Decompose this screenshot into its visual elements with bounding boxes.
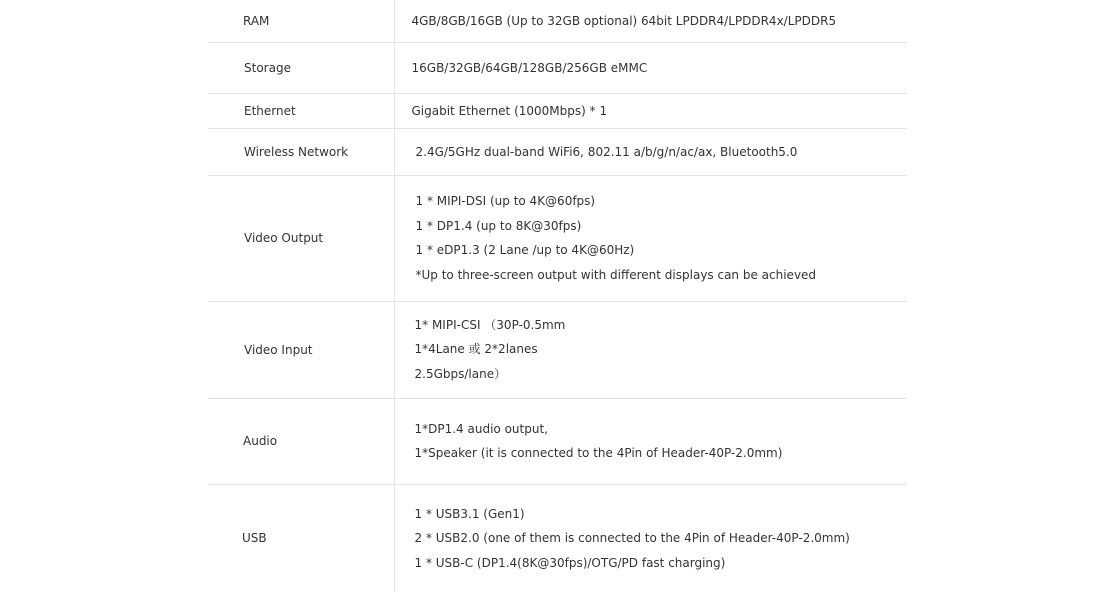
spec-row-usb bbox=[208, 484, 907, 592]
spec-value-cell bbox=[394, 175, 907, 301]
spec-value-line: 2 * USB2.0 (one of them is connected to the 4Pin of Header-40P-2.0mm) bbox=[414, 531, 850, 545]
spec-value-cell bbox=[394, 301, 907, 398]
spec-label: Audio bbox=[243, 434, 278, 448]
spec-value-line: 1 * DP1.4 (up to 8K@30fps) bbox=[415, 218, 582, 233]
spec-value-line: 1 * MIPI-DSI (up to 4K@60fps) bbox=[415, 194, 596, 208]
spec-label-cell bbox=[208, 398, 394, 484]
spec-value-cell bbox=[394, 0, 907, 42]
spec-value-line: 2.4G/5GHz dual-band WiFi6, 802.11 a/b/g/n/ac/ax, Bluetooth5.0 bbox=[415, 144, 798, 159]
spec-row-video-output bbox=[208, 175, 907, 301]
spec-value-line: 1* MIPI-CSI （30P-0.5mm bbox=[414, 317, 566, 332]
spec-row-ethernet bbox=[208, 93, 907, 128]
spec-label: RAM bbox=[243, 13, 270, 28]
spec-row-ram bbox=[208, 0, 907, 42]
spec-value-line: 16GB/32GB/64GB/128GB/256GB eMMC bbox=[411, 60, 648, 75]
spec-value-line: 2.5Gbps/lane） bbox=[414, 366, 507, 381]
spec-label: USB bbox=[242, 531, 267, 546]
spec-label: Storage bbox=[244, 60, 291, 75]
spec-value-line: Gigabit Ethernet (1000Mbps) * 1 bbox=[411, 103, 608, 118]
spec-row-storage bbox=[208, 42, 907, 93]
spec-label-cell bbox=[208, 484, 394, 592]
spec-label-cell bbox=[208, 93, 394, 128]
spec-value-line: 1 * USB3.1 (Gen1) bbox=[414, 506, 525, 521]
spec-value-cell bbox=[394, 93, 907, 128]
spec-label-cell bbox=[208, 128, 394, 175]
spec-label-cell bbox=[208, 42, 394, 93]
spec-value-line: *Up to three-screen output with different displays can be achieved bbox=[415, 267, 817, 282]
spec-label: Video Input bbox=[244, 342, 313, 357]
spec-value-cell bbox=[394, 42, 907, 93]
spec-label-cell bbox=[208, 175, 394, 301]
spec-row-wireless-network bbox=[208, 128, 907, 175]
spec-table bbox=[208, 0, 907, 592]
spec-value-line: 4GB/8GB/16GB (Up to 32GB optional) 64bit LPDDR4/LPDDR4x/LPDDR5 bbox=[411, 13, 837, 28]
spec-value-line: 1 * eDP1.3 (2 Lane /up to 4K@60Hz) bbox=[415, 243, 635, 257]
spec-value-cell bbox=[394, 398, 907, 484]
spec-label: Ethernet bbox=[244, 103, 296, 118]
spec-label: Video Output bbox=[244, 231, 324, 245]
spec-value-cell bbox=[394, 484, 907, 592]
spec-value-line: 1*Speaker (it is connected to the 4Pin of Header-40P-2.0mm) bbox=[414, 446, 783, 460]
spec-label-cell bbox=[208, 0, 394, 42]
spec-value-line: 1*DP1.4 audio output, bbox=[414, 421, 548, 436]
spec-row-video-input bbox=[208, 301, 907, 398]
spec-label-cell bbox=[208, 301, 394, 398]
spec-label: Wireless Network bbox=[244, 144, 349, 159]
spec-value-line: 1*4Lane 或 2*2lanes bbox=[414, 342, 538, 357]
spec-value-cell bbox=[394, 128, 907, 175]
spec-row-audio bbox=[208, 398, 907, 484]
spec-value-line: 1 * USB-C (DP1.4(8K@30fps)/OTG/PD fast charging) bbox=[414, 555, 726, 570]
